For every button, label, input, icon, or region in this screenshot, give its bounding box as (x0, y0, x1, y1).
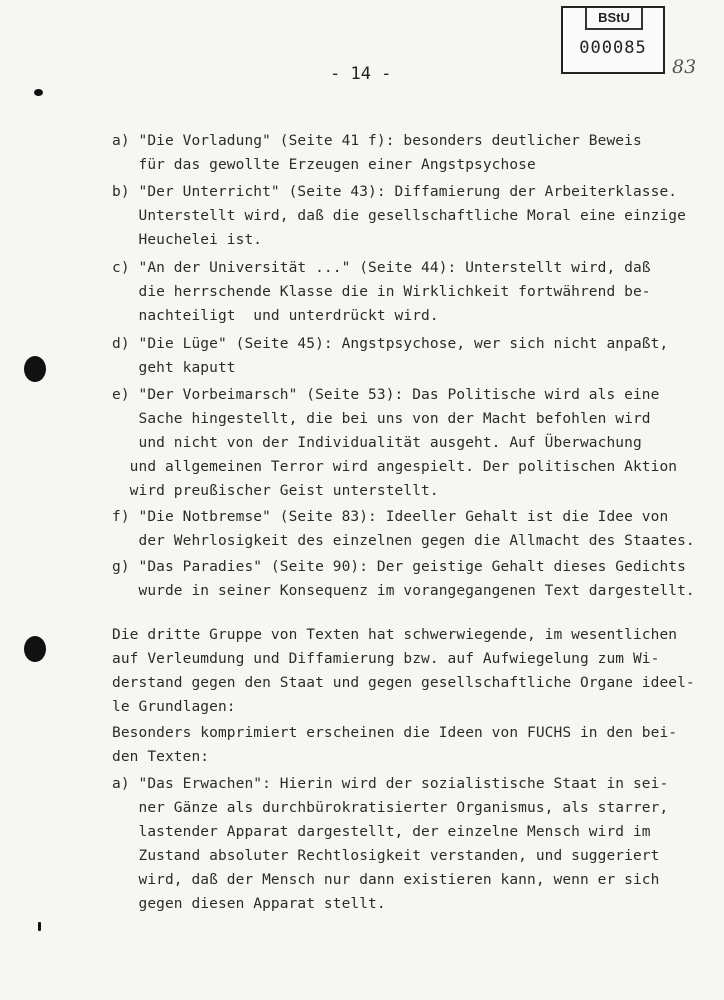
text-line: Unterstellt wird, daß die gesellschaftliche Moral eine einzige (112, 208, 686, 224)
text-line: c) "An der Universität ..." (Seite 44): Unterstellt wird, daß (112, 260, 651, 276)
text-line: den Texten: (112, 749, 210, 765)
text-line: für das gewollte Erzeugen einer Angstpsychose (112, 157, 536, 173)
text-line: nachteiligt und unterdrückt wird. (112, 308, 439, 324)
text-line: ner Gänze als durchbürokratisierter Organismus, als starrer, (112, 800, 669, 816)
text-line: wird preußischer Geist unterstellt. (112, 483, 439, 499)
text-line: und allgemeinen Terror wird angespielt. Der politischen Aktion (112, 459, 678, 475)
punch-hole (24, 636, 46, 662)
text-line: und nicht von der Individualität ausgeht. Auf Überwachung (112, 435, 642, 451)
text-line: der Wehrlosigkeit des einzelnen gegen die Allmacht des Staates. (112, 533, 695, 549)
page-number: - 14 - (330, 64, 392, 84)
text-line: a) "Das Erwachen": Hierin wird der sozialistische Staat in sei- (112, 776, 669, 792)
text-line: auf Verleumdung und Diffamierung bzw. auf Aufwiegelung zum Wi- (112, 651, 660, 667)
text-line: g) "Das Paradies" (Seite 90): Der geistige Gehalt dieses Gedichts (112, 559, 686, 575)
text-line: lastender Apparat dargestellt, der einzelne Mensch wird im (112, 824, 651, 840)
text-line: Zustand absoluter Rechtlosigkeit verstanden, und suggeriert (112, 848, 660, 864)
text-line: d) "Die Lüge" (Seite 45): Angstpsychose, wer sich nicht anpaßt, (112, 336, 669, 352)
text-line: b) "Der Unterricht" (Seite 43): Diffamierung der Arbeiterklasse. (112, 184, 678, 200)
handwritten-page-number: 83 (672, 56, 697, 78)
punch-hole-mark (38, 922, 41, 931)
punch-hole (24, 356, 46, 382)
text-line: gegen diesen Apparat stellt. (112, 896, 386, 912)
text-line: Besonders komprimiert erscheinen die Ideen von FUCHS in den bei- (112, 725, 678, 741)
text-line: f) "Die Notbremse" (Seite 83): Ideeller Gehalt ist die Idee von (112, 509, 669, 525)
text-line: a) "Die Vorladung" (Seite 41 f): besonders deutlicher Beweis (112, 133, 642, 149)
text-line: wird, daß der Mensch nur dann existieren kann, wenn er sich (112, 872, 660, 888)
text-line: Die dritte Gruppe von Texten hat schwerwiegende, im wesentlichen (112, 627, 678, 643)
punch-hole-mark (34, 89, 43, 96)
text-line: le Grundlagen: (112, 699, 236, 715)
stamp-number: 000085 (579, 38, 647, 58)
text-line: die herrschende Klasse die in Wirklichkeit fortwährend be- (112, 284, 651, 300)
text-line: Heuchelei ist. (112, 232, 263, 248)
text-line: derstand gegen den Staat und gegen gesellschaftliche Organe ideel- (112, 675, 695, 691)
stamp-label: BStU (585, 8, 643, 30)
text-line: Sache hingestellt, die bei uns von der Macht befohlen wird (112, 411, 651, 427)
archive-stamp (561, 6, 665, 74)
text-line: wurde in seiner Konsequenz im vorangegangenen Text dargestellt. (112, 583, 695, 599)
text-line: geht kaputt (112, 360, 236, 376)
text-line: e) "Der Vorbeimarsch" (Seite 53): Das Politische wird als eine (112, 387, 660, 403)
